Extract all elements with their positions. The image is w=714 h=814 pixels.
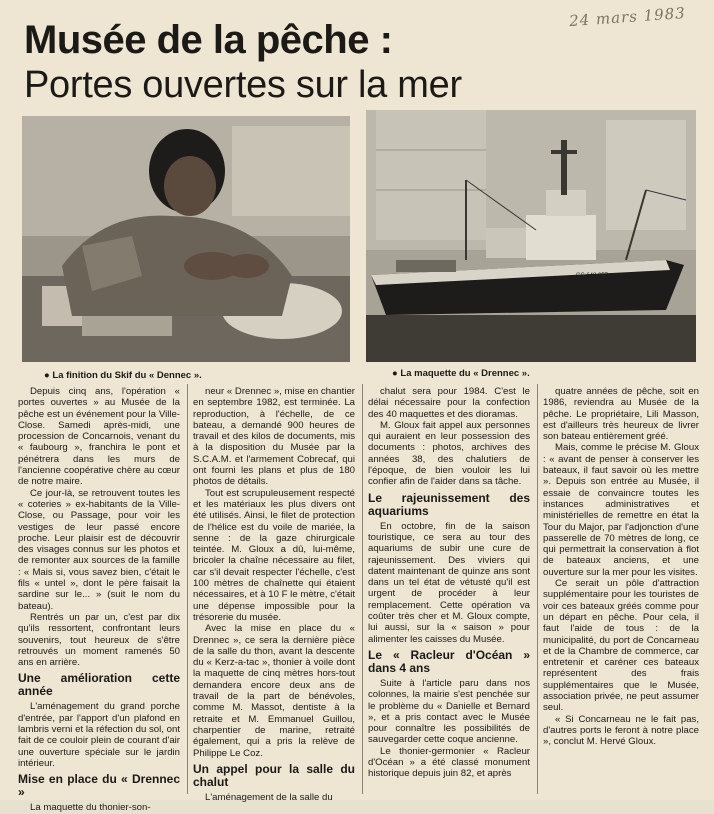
photo-drennec-model	[366, 110, 696, 362]
column-rule-2	[362, 384, 363, 794]
col3-paragraph-2: M. Gloux fait appel aux personnes qui auraient en leur possession des documents : photos, archives des années 38, des chalutiers de l'époque, de bien vouloir les lui confier afin de l'aider dans sa tâche.	[368, 419, 530, 488]
col2-subhead-1: Un appel pour la salle du chalut	[193, 761, 355, 789]
col1-paragraph-4: L'aménagement du grand porche d'entrée, par l'apport d'un plafond en lambris verni et la réfection du sol, ont fait de ce couloir plein de courant d'air une ouverture spéciale sur le jardin intérieur.	[18, 701, 180, 769]
col4-paragraph-4: « Si Concarneau ne le fait pas, d'autres ports le feront à notre place », conclut M. Hervé Gloux.	[543, 713, 699, 748]
article-column-3	[368, 386, 530, 780]
col1-paragraph-1: Depuis cinq ans, l'opération « portes ouvertes » au Musée de la pêche est un événement pour la Ville-Close. Samedi après-midi, une procession de Concarnois, venant du « faubourg », franchira le pont et pénétrera dans les murs de l'ancienne coopérative chère au cœur de notre maire.	[18, 386, 180, 488]
col2-paragraph-2: Tout est scrupuleusement respecté et les matériaux les plus divers ont été utilisés. Ainsi, le filet de protection de l'hélice est du voile de mariée, la senne : de la gaze chirurgicale teintée. M. Gloux a dû, lui-même, bricoler la chaîne nécessaire au filet, car s'il devait respecter l'échelle, c'est 100 mètres de chaînette qui étaient nécessaires, et à 10 F le mètre, c'était une dépense impossible pour la trésorerie du musée.	[193, 487, 355, 623]
col2-paragraph-4: L'aménagement de la salle du	[205, 791, 333, 803]
column-rule-1	[187, 384, 188, 794]
col1-paragraph-3: Rentrés un par un, c'est par dix qu'ils ressortent, confrontant leurs souvenirs, tout heureux de s'être retrouvés un moment ramenés 50 ans en arrière.	[18, 611, 180, 669]
col3-paragraph-4: Suite à l'article paru dans nos colonnes, la mairie s'est penchée sur le problème du « Danielle et Bernard », et a pris contact avec le Musée pour connaître les possibilités de sauvegarder cette coque ancienne.	[368, 677, 530, 746]
headline: Musée de la pêche :	[24, 18, 393, 62]
col3-paragraph-5: Le thonier-germonier « Racleur d'Océan » a été classé monument historique depuis juin 82, et après	[368, 745, 530, 780]
article-column-2	[193, 386, 355, 803]
col1-subhead-1: Une amélioration cette année	[18, 671, 180, 699]
col4-paragraph-3: Ce serait un pôle d'attraction supplémentaire pour les touristes de voir ces bateaux gréés comme pour un départ en pêche. Pour cela, il faut l'aide de tous : de la municipalité, du port de Concarneau et de la Chambre de commerce, car entretenir et caréner ces bateaux représentent des frais supplémentaires que le Musée, association privée, ne peut assumer seul.	[543, 578, 699, 714]
col3-paragraph-1: chalut sera pour 1984. C'est le délai nécessaire pour la confection des 40 maquettes et des dioramas.	[368, 386, 530, 420]
column-rule-3	[537, 384, 538, 794]
caption-left-photo: ● La finition du Skif du « Dennec ».	[44, 370, 202, 381]
col2-paragraph-1: neur « Drennec », mise en chantier en septembre 1982, est terminée. La reproduction, à l'échelle, de ce bateau, a demandé 900 heures de travail et des kilos de documents, mis à la disposition du Musée par la S.C.A.M. et l'armement Cobrecaf, qui ont fourni les plans et plus de 180 photos de détails.	[193, 386, 355, 488]
col1-subhead-2: Mise en place du « Drennec »	[18, 772, 180, 800]
col4-paragraph-2: Mais, comme le précise M. Gloux : « avant de penser à conserver les bateaux, il faut savoir où les mettre ». Depuis son entrée au Musée, il essaie de convaincre toutes les instances administratives et ministérielles de remettre en état la Tour du Major, par l'adjonction d'une passerelle de 70 mètres de long, ce qui permettrait la conservation à flot de bateaux anciens, et une ouverture sur la mer pour les visites.	[543, 442, 699, 578]
col3-paragraph-3: En octobre, fin de la saison touristique, ce sera au tour des aquariums de subir une cure de rajeunissement. Des viviers qui datent maintenant de quinze ans sont dans un tel état de vétusté qu'il est urgent de procéder à leur remplacement. Cette opération va coûter très cher et M. Gloux compte, lui aussi, sur la « saison » pour alimenter les caisses du Musée.	[368, 520, 530, 645]
caption-right-text: La maquette du « Drennec ».	[400, 368, 530, 379]
col1-paragraph-2: Ce jour-là, se retrouvent toutes les « coteries » ex-habitants de la Ville-Close, ou Passage, pour voir les vestiges de leur passé encore proche. Leur plaisir est de découvrir des visages connus sur les photos et de remonter aux sources de la famille : « Mais si, vous savez bien, c'était le fils « untel », dont le père faisait la sardine sur le... » (suit le nom du bateau).	[18, 487, 180, 612]
col1-paragraph-5: La maquette du thonier-son-	[30, 802, 151, 814]
caption-right-photo: ● La maquette du « Drennec ».	[392, 368, 530, 379]
col2-paragraph-3: Avec la mise en place du « Drennec », ce sera la dernière pièce de la salle du thon, avant la descente du « Kerz-a-tac », thonier à voile dont la maquette de cinq mètres hors-tout demandera encore deux ans de travail de la part de bénévoles, comme M. Massot, dentiste à la retraite et M. Emmanuel Guillou, charpentier de marine, retraité également, qui a pris la relève de Philippe Le Coz.	[193, 623, 355, 759]
photo-skif-finishing	[22, 116, 350, 362]
col3-subhead-1: Le rajeunissement des aquariums	[368, 490, 530, 518]
col4-paragraph-1: quatre années de pêche, soit en 1986, reviendra au Musée de la pêche. Le propriétaire, Lili Masson, est d'ailleurs très heureux de livrer son bateau entièrement gréé.	[543, 386, 699, 443]
subheadline: Portes ouvertes sur la mer	[24, 64, 462, 106]
hull-marking: CC 648 057	[576, 273, 609, 279]
caption-left-text: La finition du Skif du « Dennec ».	[52, 370, 202, 381]
article-column-1	[18, 386, 180, 814]
handwritten-date-note: 24 mars 1983	[568, 3, 687, 31]
col3-subhead-2: Le « Racleur d'Océan » dans 4 ans	[368, 647, 530, 675]
article-column-4	[543, 386, 699, 748]
